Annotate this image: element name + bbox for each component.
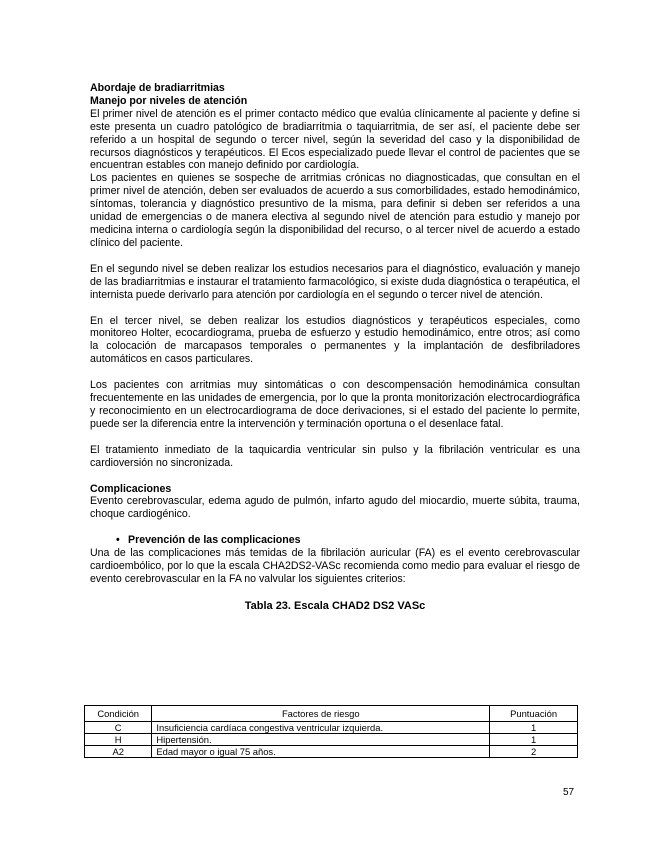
- cell-score: 1: [490, 722, 578, 734]
- header-condicion: Condición: [85, 706, 152, 722]
- complications-heading: Complicaciones: [90, 482, 172, 495]
- table-row: [85, 746, 578, 758]
- cell-risk-factor: Hipertensión.: [152, 734, 490, 746]
- cell-risk-factor: Insuficiencia cardíaca congestiva ventricular izquierda.: [152, 722, 490, 734]
- page-content: [90, 82, 580, 623]
- cell-condition: C: [85, 722, 152, 734]
- complications-text: Evento cerebrovascular, edema agudo de pulmón, infarto agudo del miocardio, muerte súbita, trauma, choque cardiogénico.: [90, 495, 580, 521]
- paragraph-arritmias-cronicas: Los pacientes en quienes se sospeche de arritmias crónicas no diagnosticadas, que consultan en el primer nivel de atención, deben ser evaluados de acuerdo a sus comorbilidades, estado hemodinámico, síntomas, tolerancia y diagnóstico presuntivo de la misma, para definir si deben ser referidos a una unidad de emergencias o de manera electiva al segundo nivel de atención para estudio y manejo por medicina interna o cardiología según la disponibilidad del recurso, o al tercer nivel de acuerdo a estado clínico del paciente.: [90, 172, 580, 249]
- header-puntuacion: Puntuación: [490, 706, 578, 722]
- paragraph-tratamiento: El tratamiento inmediato de la taquicardia ventricular sin pulso y la fibrilación ventricular es una cardioversión no sincronizada.: [90, 443, 580, 469]
- paragraph-primer-nivel: El primer nivel de atención es el primer contacto médico que evalúa clínicamente al paciente y define si este presenta un cuadro patológico de bradiarritmia o taquiarritmia, de ser así, el paciente debe ser referido a un hospital de segundo o tercer nivel, según la severidad del caso y la disponibilidad de recursos diagnósticos y terapéuticos. El Ecos especializado puede llevar el control de pacientes que se encuentran estables con manejo definido por cardiología.: [90, 107, 580, 172]
- section-heading: Abordaje de bradiarritmias: [90, 82, 225, 94]
- cell-condition: H: [85, 734, 152, 746]
- table-title: Tabla 23. Escala CHAD2 DS2 VASc: [244, 599, 426, 612]
- prevention-text: Una de las complicaciones más temidas de la fibrilación auricular (FA) es el evento cerebrovascular cardioembólico, por lo que la escala CHA2DS2-VASc recomienda como medio para evaluar el riesgo de evento cerebrovascular en la FA no valvular los siguientes criterios:: [90, 547, 580, 585]
- prevention-heading: Prevención de las complicaciones: [128, 534, 301, 547]
- table-row: [85, 734, 578, 746]
- paragraph-tercer-nivel: En el tercer nivel, se deben realizar los estudios diagnósticos y terapéuticos especiales, como monitoreo Holter, ecocardiograma, prueba de esfuerzo y estudio hemodinámico, entre otros; así como la colocación de marcapasos temporales o permanentes y la implantación de desfibriladores automáticos en casos particulares.: [90, 314, 580, 366]
- paragraph-segundo-nivel: En el segundo nivel se deben realizar los estudios necesarios para el diagnóstico, evaluación y manejo de las bradiarritmias e instaurar el tratamiento farmacológico, si existe duda diagnóstica o terapéutica, el internista puede derivarlo para atención por cardiología en el segundo o tercer nivel de atención.: [90, 262, 580, 301]
- paragraph-emergencias: Los pacientes con arritmias muy sintomáticas o con descompensación hemodinámica consultan frecuentemente en las unidades de emergencia, por lo que la pronta monitorización electrocardiográfica y reconocimiento en un electrocardiograma de doce derivaciones, si el estado del paciente lo permite, puede ser la diferencia entre la intervención y terminación oportuna o el desenlace fatal.: [90, 379, 580, 430]
- bullet-icon: •: [116, 534, 120, 547]
- page-number: 57: [563, 787, 575, 798]
- cell-condition: A2: [85, 746, 152, 758]
- table-row: [85, 722, 578, 734]
- prevention-bullet-item: [90, 534, 580, 547]
- section-subheading: Manejo por niveles de atención: [90, 94, 248, 107]
- header-factores: Factores de riesgo: [152, 706, 490, 722]
- cell-score: 1: [490, 734, 578, 746]
- table-header-row: [85, 706, 578, 722]
- cell-score: 2: [490, 746, 578, 758]
- risk-table: [84, 705, 578, 758]
- cell-risk-factor: Edad mayor o igual 75 años.: [152, 746, 490, 758]
